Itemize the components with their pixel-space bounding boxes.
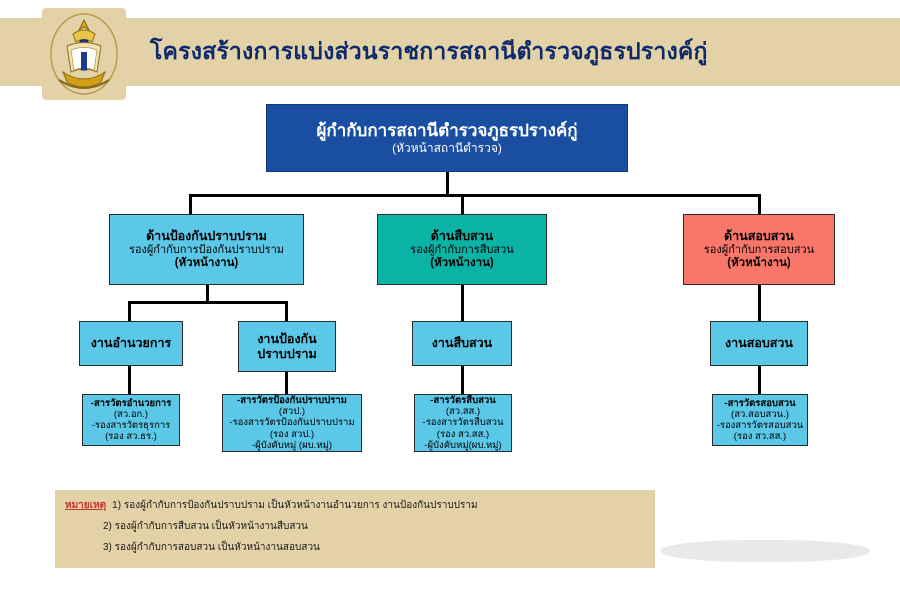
node-root-line1: ผู้กำกับการสถานีตำรวจภูธรปรางค์กู่ (316, 120, 578, 140)
page-title: โครงสร้างการแบ่งส่วนราชการสถานีตำรวจภูธรปรางค์กู่ (150, 38, 708, 64)
detail-investigation-line5: -ผู้บังคับหมู่(ผบ.หมู่) (424, 439, 502, 451)
node-detail-admin[interactable] (82, 394, 180, 446)
branch-investigation-line3: (หัวหน้างาน) (430, 256, 494, 269)
connector-b3-stem (758, 285, 761, 321)
detail-admin-line3: -รองสารวัตรธุรการ (91, 420, 171, 431)
node-branch-investigation[interactable] (377, 214, 547, 285)
work-inquiry-label: งานสอบสวน (725, 336, 793, 351)
connector-investigate-detail (461, 366, 464, 394)
connector-prevent-detail (285, 372, 288, 394)
detail-admin-line1: -สารวัตรอำนวยการ (90, 397, 172, 409)
connector-b1-span (128, 301, 288, 304)
detail-prevention-line5: -ผู้บังคับหมู่ (ผบ.หมู่) (251, 439, 333, 451)
detail-prevention-line1: -สารวัตรป้องกันปราบปราม (237, 395, 347, 406)
branch-prevention-line1: ด้านป้องกันปราบปราม (146, 228, 267, 243)
detail-inquiry-line1: -สารวัตรสอบสวน (724, 397, 796, 409)
connector-b1-right-down (285, 301, 288, 321)
connector-branch1-down (189, 194, 192, 214)
note-item-3: 3) รองผู้กำกับการสอบสวน เป็นหัวหน้างานสอบสวน (103, 542, 320, 553)
node-detail-prevention[interactable] (222, 394, 362, 452)
decorative-swoosh (660, 540, 870, 562)
detail-investigation-line2: (สว.สส.) (445, 406, 481, 418)
note-item-2: 2) รองผู้กำกับการสืบสวน เป็นหัวหน้างานสืบสวน (103, 521, 308, 532)
detail-prevention-line2: (สวป.) (278, 406, 306, 418)
branch-inquiry-line3: (หัวหน้างาน) (727, 256, 791, 269)
detail-investigation-line3: -รองสารวัตรสืบสวน (422, 417, 504, 429)
node-work-prevention[interactable] (238, 321, 336, 372)
note-label: หมายเหตุ (65, 500, 107, 511)
work-investigation-label: งานสืบสวน (431, 336, 493, 351)
branch-investigation-line1: ด้านสืบสวน (430, 228, 494, 243)
detail-admin-line2: (สว.อก.) (113, 408, 149, 420)
connector-root-down (446, 172, 449, 196)
work-admin-label: งานอำนวยการ (90, 336, 172, 351)
node-work-investigation[interactable] (412, 321, 512, 366)
branch-inquiry-line1: ด้านสอบสวน (724, 228, 794, 243)
detail-inquiry-line2: (สว.สอบสวน.) (731, 408, 789, 420)
detail-investigation-line1: -สารวัตรสืบสวน (430, 395, 496, 406)
note-box (55, 490, 655, 568)
connector-root-span (189, 194, 761, 197)
branch-inquiry-line2: รองผู้กำกับการสอบสวน (703, 243, 815, 256)
node-detail-inquiry[interactable] (712, 394, 808, 446)
police-emblem-icon (42, 8, 126, 100)
connector-b2-stem (461, 285, 464, 321)
detail-investigation-line4: (รอง สว.สส.) (436, 428, 490, 440)
detail-prevention-line3: -รองสารวัตรป้องกันปราบปราม (229, 417, 355, 429)
connector-inquiry-detail (758, 366, 761, 394)
work-prevention-line2: ปราบปราม (257, 346, 317, 361)
connector-branch3-down (758, 194, 761, 214)
note-item-1: 1) รองผู้กำกับการป้องกันปราบปราม เป็นหัวหน้างานอำนวยการ งานป้องกันปราบปราม (112, 500, 478, 511)
node-work-inquiry[interactable] (710, 321, 808, 366)
detail-admin-line4: (รอง สว.ธร.) (105, 431, 157, 443)
node-root-line2: (หัวหน้าสถานีตำรวจ) (392, 140, 502, 155)
node-root[interactable] (266, 104, 628, 172)
connector-b1-left-down (128, 301, 131, 321)
detail-inquiry-line4: (รอง สว.สส.) (733, 431, 787, 443)
node-branch-prevention[interactable] (109, 214, 304, 285)
node-work-admin[interactable] (79, 321, 183, 366)
detail-inquiry-line3: -รองสารวัตรสอบสวน (716, 420, 804, 431)
detail-prevention-line4: (รอง สวป.) (269, 428, 315, 440)
node-detail-investigation[interactable] (414, 394, 512, 452)
branch-investigation-line2: รองผู้กำกับการสืบสวน (410, 243, 514, 256)
work-prevention-line1: งานป้องกัน (257, 331, 317, 346)
branch-prevention-line3: (หัวหน้างาน) (174, 256, 239, 269)
node-branch-inquiry[interactable] (683, 214, 835, 285)
connector-branch2-down (461, 194, 464, 214)
branch-prevention-line2: รองผู้กำกับการป้องกันปราบปราม (128, 243, 285, 256)
connector-admin-detail (128, 366, 131, 394)
